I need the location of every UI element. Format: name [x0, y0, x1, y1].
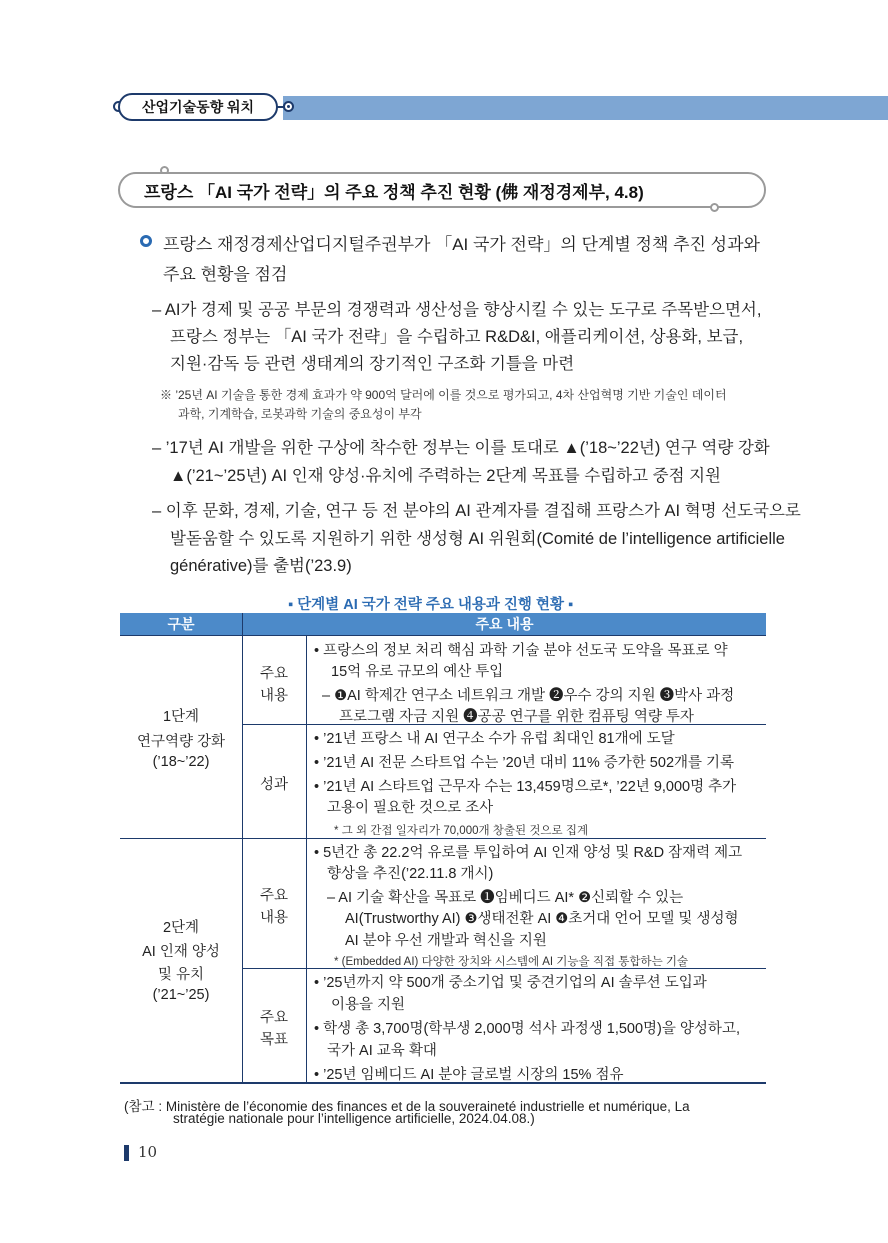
table-rule-phase-split — [120, 838, 766, 839]
page-number-marker — [124, 1145, 129, 1161]
dash3-line-2: 발돋움할 수 있도록 지원하기 위한 생성형 AI 위원회(Comité de l’intelligence artificielle — [170, 530, 785, 548]
phase1-label-3: (’18~’22) — [152, 754, 210, 770]
phase2-content-label-1: 주요 — [259, 888, 288, 904]
phase2-goal-5: • ’25년 임베디드 AI 분야 글로벌 시장의 15% 점유 — [314, 1067, 624, 1083]
section-title: 프랑스 「AI 국가 전략」의 주요 정책 추진 현황 (佛 재정경제부, 4.8) — [144, 182, 644, 202]
phase1-content-label-2: 내용 — [259, 688, 288, 704]
phase2-content-3: – AI 기술 확산을 목표로 ❶임베디드 AI* ❷신뢰할 수 있는 — [327, 890, 684, 906]
phase2-label-3: 및 유치 — [157, 967, 205, 983]
phase1-content-label-1: 주요 — [259, 666, 288, 682]
dash3-line-1: – 이후 문화, 경제, 기술, 연구 등 전 분야의 AI 관계자를 결집해 프랑스가 AI 혁명 선도국으로 — [152, 502, 801, 520]
phase1-result-2: • ’21년 AI 전문 스타트업 수는 ’20년 대비 11% 증가한 502개를 기록 — [314, 755, 735, 771]
lead-line-2: 주요 현황을 점검 — [163, 265, 288, 284]
phase2-content-1: • 5년간 총 22.2억 유로를 투입하여 AI 인재 양성 및 R&D 잠재력 제고 — [314, 845, 743, 861]
phase2-label-4: (’21~’25) — [152, 987, 210, 1003]
section-bottom-circle — [710, 203, 719, 212]
dash1-line-3: 지원·감독 등 관련 생태계의 장기적인 구조화 기틀을 마련 — [170, 355, 575, 373]
phase1-result-note: * 그 외 간접 일자리가 70,000개 창출된 것으로 집계 — [334, 825, 589, 837]
phase1-result-4: 고용이 필요한 것으로 조사 — [327, 800, 494, 816]
phase1-result-label: 성과 — [259, 777, 288, 793]
reference-line-2: stratégie nationale pour l’intelligence artificielle, 2024.04.08.) — [173, 1111, 535, 1126]
phase2-goal-4: 국가 AI 교육 확대 — [327, 1043, 437, 1059]
phase1-content-4: 프로그램 자금 지원 ❹공공 연구를 위한 컴퓨팅 역량 투자 — [339, 709, 694, 725]
dash1-line-2: 프랑스 정부는 「AI 국가 전략」을 수립하고 R&D&I, 애플리케이션, 상용화, 보급, — [170, 328, 744, 346]
phase2-content-4: AI(Trustworthy AI) ❸생태전환 AI ❹초거대 언어 모델 및 생성형 — [345, 911, 739, 927]
table-rule-header-bottom — [120, 635, 766, 636]
phase2-goal-3: • 학생 총 3,700명(학부생 2,000명 석사 과정생 1,500명)을 양성하고, — [314, 1021, 740, 1037]
phase2-content-2: 향상을 추진(’22.11.8 개시) — [327, 866, 494, 882]
dash2-line-1: – ’17년 AI 개발을 위한 구상에 착수한 정부는 이를 토대로 ▲(’18~’22년) 연구 역량 강화 — [152, 439, 770, 457]
phase2-goal-label-1: 주요 — [259, 1010, 288, 1026]
table-header-category — [120, 613, 242, 635]
header-right-dot — [283, 101, 294, 112]
section-title-box — [118, 172, 766, 208]
phase2-goal-2: 이용을 지원 — [331, 997, 406, 1013]
table-header-content — [243, 613, 766, 635]
phase2-goal-label-2: 목표 — [259, 1032, 288, 1048]
lead-bullet-icon — [140, 235, 152, 247]
phase2-content-label-2: 내용 — [259, 910, 288, 926]
header-band — [283, 96, 888, 120]
phase1-content-3: – ❶AI 학제간 연구소 네트워크 개발 ❷우수 강의 지원 ❸박사 과정 — [322, 688, 735, 704]
phase2-label-2: AI 인재 양성 — [142, 944, 220, 960]
table-caption: ▪ 단계별 AI 국가 전략 주요 내용과 진행 현황 ▪ — [288, 597, 574, 613]
dash3-line-3: générative)를 출범(’23.9) — [170, 557, 352, 575]
phase1-result-1: • ’21년 프랑스 내 AI 연구소 수가 유럽 최대인 81개에 도달 — [314, 731, 675, 747]
dash1-line-1: – AI가 경제 및 공공 부문의 경쟁력과 생산성을 향상시킬 수 있는 도구로 주목받으면서, — [152, 301, 762, 319]
header-tag-label: 산업기술동향 워치 — [142, 99, 255, 115]
phase1-content-1: • 프랑스의 정보 처리 핵심 과학 기술 분야 선도국 도약을 목표로 약 — [314, 643, 728, 659]
reference-line-1: (참고 : Ministère de l’économie des finances et de la souveraineté industrielle et numérique, La — [124, 1099, 690, 1114]
note1-line-2: 과학, 기계학습, 로봇과학 기술의 중요성이 부각 — [178, 407, 422, 421]
dash2-line-2: ▲(’21~’25년) AI 인재 양성·유치에 주력하는 2단계 목표를 수립하고 중점 지원 — [170, 467, 721, 485]
phase1-label-2: 연구역량 강화 — [136, 734, 226, 750]
table-header-category-label: 구분 — [167, 616, 195, 632]
table-header-content-label: 주요 내용 — [475, 616, 534, 632]
phase1-content-2: 15억 유로 규모의 예산 투입 — [331, 664, 504, 680]
lead-line-1: 프랑스 재정경제산업디지털주권부가 「AI 국가 전략」의 단계별 정책 추진 성과와 — [163, 235, 760, 254]
phase2-goal-1: • ’25년까지 약 500개 중소기업 및 중견기업의 AI 솔루션 도입과 — [314, 975, 707, 991]
header-tag — [118, 93, 278, 121]
phase2-content-5: AI 분야 우선 개발과 혁신을 지원 — [345, 933, 547, 949]
page-number: 10 — [138, 1143, 158, 1161]
phase2-label-1: 2단계 — [162, 920, 200, 936]
note1-line-1: ※ ’25년 AI 기술을 통한 경제 효과가 약 900억 달러에 이를 것으로 평가되고, 4차 산업혁명 기반 기술인 데이터 — [160, 388, 727, 402]
phase1-label-1: 1단계 — [162, 709, 200, 725]
table-divider-col2 — [306, 635, 307, 1083]
phase1-result-3: • ’21년 AI 스타트업 근무자 수는 13,459명으로*, ’22년 9,000명 추가 — [314, 779, 737, 795]
phase2-content-note: * (Embedded AI) 다양한 장치와 시스템에 AI 기능을 직접 통합하는 기술 — [334, 956, 689, 968]
